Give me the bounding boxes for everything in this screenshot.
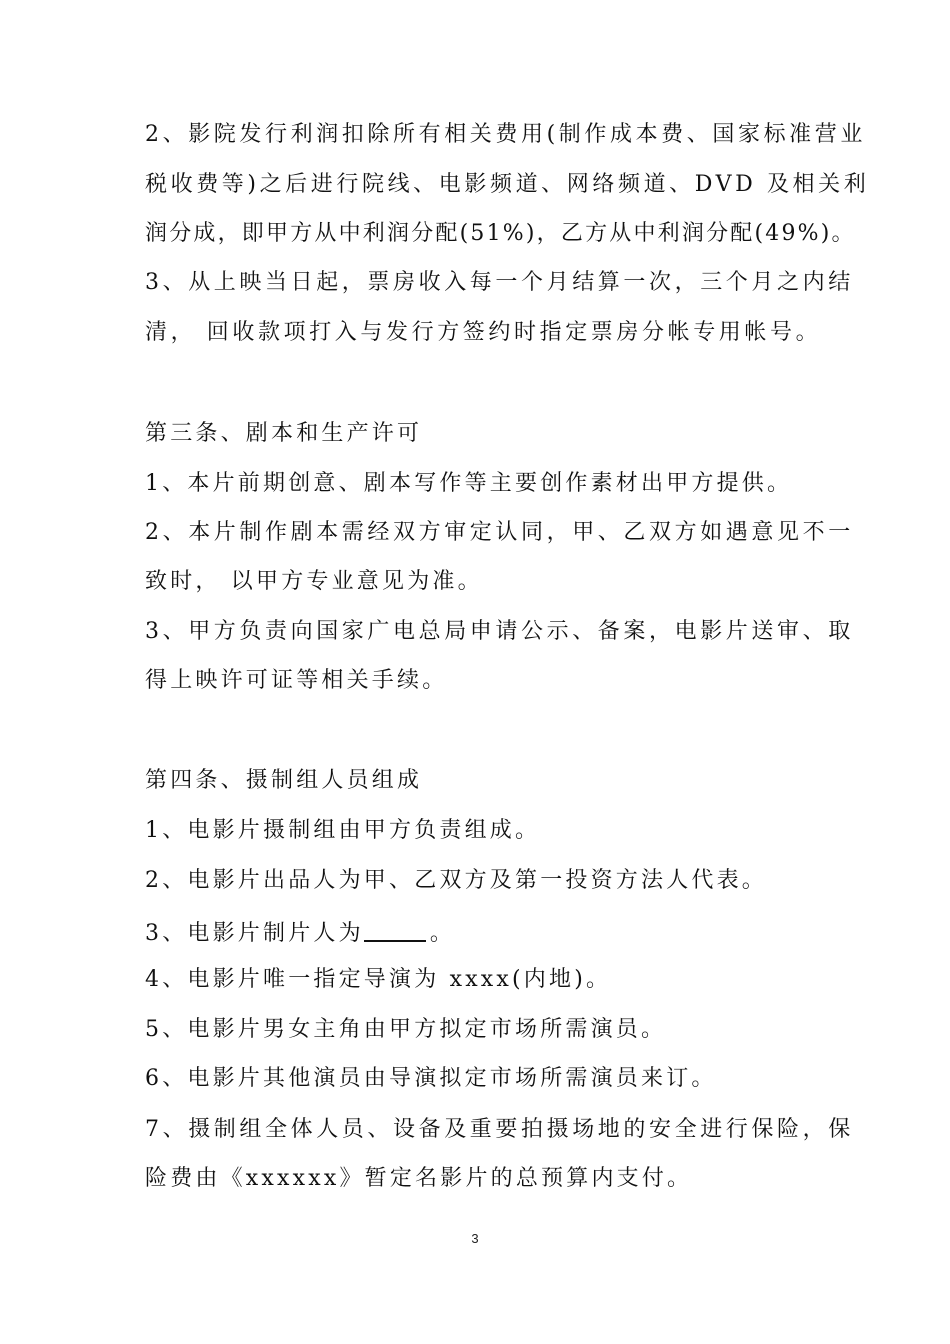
paragraph-line: 2、本片制作剧本需经双方审定认同，甲、乙双方如遇意见不一 xyxy=(145,520,854,545)
paragraph-line: 清， 回收款项打入与发行方签约时指定票房分帐专用帐号。 xyxy=(145,320,822,345)
paragraph-line: 2、电影片出品人为甲、乙双方及第一投资方法人代表。 xyxy=(145,868,767,893)
paragraph-line: 3、从上映当日起，票房收入每一个月结算一次，三个月之内结 xyxy=(145,270,854,295)
paragraph-line: 2、影院发行利润扣除所有相关费用(制作成本费、国家标准营业 xyxy=(145,122,866,147)
paragraph-line: 险费由《xxxxxx》暂定名影片的总预算内支付。 xyxy=(145,1166,693,1191)
paragraph-line: 5、电影片男女主角由甲方拟定市场所需演员。 xyxy=(145,1017,667,1042)
producer-line-suffix: 。 xyxy=(429,921,456,946)
page-number: 3 xyxy=(471,1231,479,1246)
paragraph-line: 1、电影片摄制组由甲方负责组成。 xyxy=(145,818,541,843)
paragraph-line: 6、电影片其他演员由导演拟定市场所需演员来订。 xyxy=(145,1066,717,1091)
paragraph-line: 得上映许可证等相关手续。 xyxy=(145,668,448,693)
paragraph-line: 税收费等)之后进行院线、电影频道、网络频道、DVD 及相关利 xyxy=(145,172,870,197)
paragraph-line: 4、电影片唯一指定导演为 xxxx(内地)。 xyxy=(145,967,612,992)
producer-line-prefix: 3、电影片制片人为 xyxy=(145,921,364,946)
producer-name-blank xyxy=(364,916,426,942)
producer-line xyxy=(145,916,810,949)
paragraph-line: 7、摄制组全体人员、设备及重要拍摄场地的安全进行保险，保 xyxy=(145,1117,854,1142)
paragraph-line: 润分成，即甲方从中利润分配(51%)，乙方从中利润分配(49%)。 xyxy=(145,221,856,246)
section-heading: 第三条、剧本和生产许可 xyxy=(145,421,423,446)
paragraph-line: 致时， 以甲方专业意见为准。 xyxy=(145,569,483,594)
paragraph-line: 1、本片前期创意、剧本写作等主要创作素材出甲方提供。 xyxy=(145,471,793,496)
section-heading: 第四条、摄制组人员组成 xyxy=(145,768,423,793)
paragraph-line: 3、甲方负责向国家广电总局申请公示、备案，电影片送审、取 xyxy=(145,619,854,644)
